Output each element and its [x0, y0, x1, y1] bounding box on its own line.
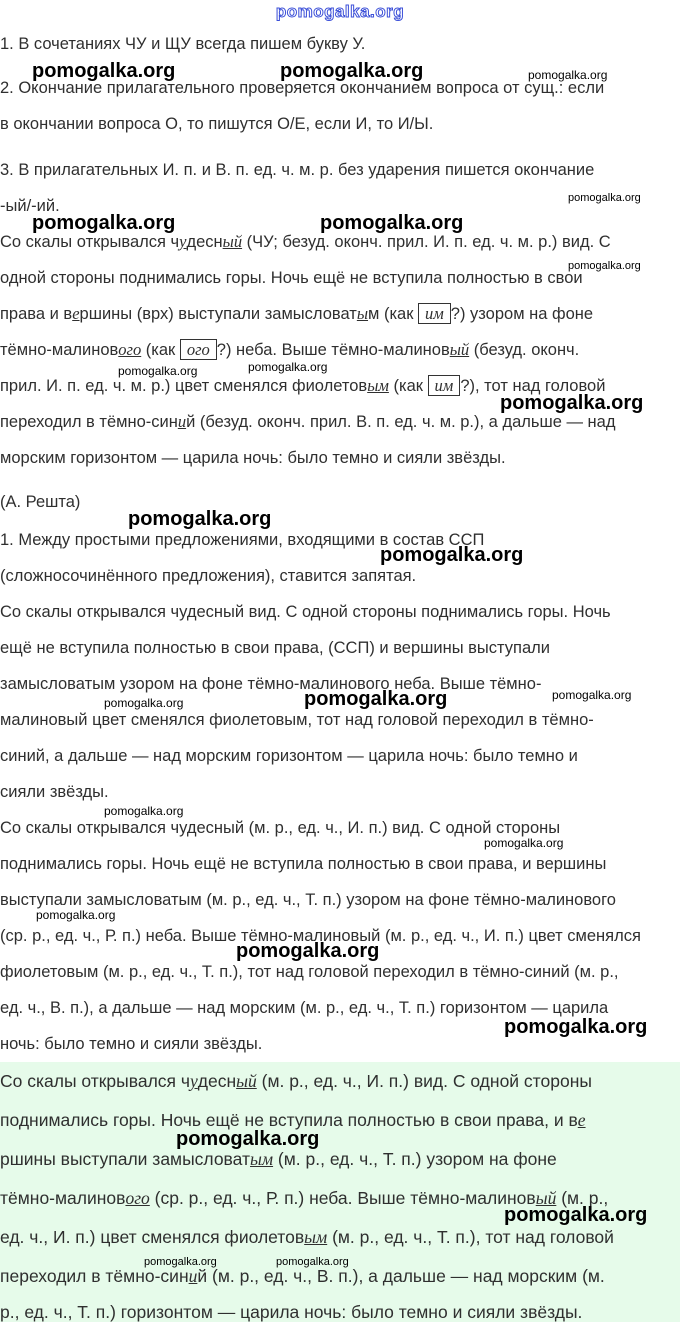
para3-line-3: выступали замысловатым (м. р., ед. ч., Т. п.) узором на фоне тёмно-малинового [0, 891, 616, 909]
para1-line-7: морским горизонтом — царила ночь: было темно и сияли звёзды. [0, 449, 506, 467]
para3-line-2: поднимались горы. Ночь ещё не вступила полностью в свои права, и вершины [0, 855, 607, 873]
para2-line-4: малиновый цвет сменялся фиолетовым, тот над головой переходил в тёмно- [0, 711, 594, 729]
para1-line-6: переходил в тёмно-синий (безуд. оконч. прил. В. п. ед. ч. м. р.), а дальше — над [0, 412, 616, 431]
watermark: pomogalka.org [118, 364, 198, 378]
watermark: pomogalka.org [248, 360, 328, 374]
site-header-logo[interactable]: pomogalka.org [275, 2, 405, 21]
para1-line-3: права и вершины (врх) выступали замысловатым (как им ?) узором на фоне [0, 304, 594, 323]
watermark: pomogalka.org [104, 696, 184, 710]
author: (А. Решта) [0, 493, 81, 511]
rule-3: 3. В прилагательных И. п. и В. п. ед. ч. м. р. без ударения пишется окончание [0, 161, 595, 179]
watermark: pomogalka.org [236, 940, 380, 962]
rule-2-cont: в окончании вопроса О, то пишутся О/Е, если И, то И/Ы. [0, 115, 434, 133]
watermark: pomogalka.org [528, 68, 608, 82]
watermark: pomogalka.org [304, 688, 448, 710]
rule-1: 1. В сочетаниях ЧУ и ЩУ всегда пишем букву У. [0, 35, 366, 53]
watermark: pomogalka.org [32, 60, 176, 82]
para4-line-6: переходил в тёмно-синий (м. р., ед. ч., В. п.), а дальше — над морским (м. [0, 1266, 605, 1286]
watermark: pomogalka.org [176, 1128, 320, 1150]
para3-line-4: (ср. р., ед. ч., Р. п.) неба. Выше тёмно-малиновый (м. р., ед. ч., И. п.) цвет сменялся [0, 927, 641, 945]
watermark: pomogalka.org [32, 212, 176, 234]
watermark: pomogalka.org [144, 1256, 217, 1268]
para4-line-4: тёмно-малинового (ср. р., ед. ч., Р. п.) неба. Выше тёмно-малиновый (м. р., [0, 1188, 609, 1208]
para4-line-1: Со скалы открывался чудесный (м. р., ед. ч., И. п.) вид. С одной стороны [0, 1071, 592, 1091]
para1-line-2: одной стороны поднимались горы. Ночь ещё не вступила полностью в свои [0, 269, 583, 287]
para4-line-2: поднимались горы. Ночь ещё не вступила полностью в свои права, и ве [0, 1110, 586, 1130]
watermark: pomogalka.org [320, 212, 464, 234]
rule2-line-2: (сложносочинённого предложения), ставится запятая. [0, 567, 417, 585]
watermark: pomogalka.org [128, 508, 272, 530]
rule-2: 2. Окончание прилагательного проверяется окончанием вопроса от сущ.: если [0, 79, 605, 97]
watermark: pomogalka.org [104, 804, 184, 818]
para4-line-3: ршины выступали замысловатым (м. р., ед. ч., Т. п.) узором на фоне [0, 1149, 557, 1169]
watermark: pomogalka.org [500, 392, 644, 414]
para3-line-6: ед. ч., В. п.), а дальше — над морским (м. р., ед. ч., Т. п.) горизонтом — царила [0, 999, 609, 1017]
watermark: pomogalka.org [504, 1016, 648, 1038]
watermark: pomogalka.org [36, 908, 116, 922]
para3-line-5: фиолетовым (м. р., ед. ч., Т. п.), тот над головой переходил в тёмно-синий (м. р., [0, 963, 619, 981]
para3-line-1: Со скалы открывался чудесный (м. р., ед. ч., И. п.) вид. С одной стороны [0, 819, 561, 837]
para2-line-3: замысловатым узором на фоне тёмно-малинового неба. Выше тёмно- [0, 675, 542, 693]
watermark: pomogalka.org [380, 544, 524, 566]
para2-line-5: синий, а дальше — над морским горизонтом — царила ночь: было темно и [0, 747, 578, 765]
para4-line-5: ед. ч., И. п.) цвет сменялся фиолетовым (м. р., ед. ч., Т. п.), тот над головой [0, 1227, 614, 1247]
watermark: pomogalka.org [276, 1256, 349, 1268]
watermark: pomogalka.org [552, 688, 632, 702]
rule-3-cont: -ый/-ий. [0, 197, 60, 215]
watermark: pomogalka.org [568, 192, 641, 204]
para2-line-6: сияли звёзды. [0, 783, 109, 801]
watermark: pomogalka.org [484, 836, 564, 850]
para4-line-7: р., ед. ч., Т. п.) горизонтом — царила ночь: было темно и сияли звёзды. [0, 1302, 583, 1322]
rule2-line-1: 1. Между простыми предложениями, входящими в состав ССП [0, 531, 485, 549]
para1-line-5: прил. И. п. ед. ч. м. р.) цвет сменялся фиолетовым (как им ?), тот над головой [0, 376, 606, 395]
para2-line-2: ещё не вступила полностью в свои права, (ССП) и вершины выступали [0, 639, 550, 657]
para1-line-1: Со скалы открывался чудесный (ЧУ; безуд. оконч. прил. И. п. ед. ч. м. р.) вид. С [0, 232, 611, 251]
watermark: pomogalka.org [280, 60, 424, 82]
para1-line-4: тёмно-малинового (как ого ?) неба. Выше тёмно-малиновый (безуд. оконч. [0, 340, 580, 359]
watermark: pomogalka.org [568, 260, 641, 272]
para3-line-7: ночь: было темно и сияли звёзды. [0, 1035, 263, 1053]
para2-line-1: Со скалы открывался чудесный вид. С одной стороны поднимались горы. Ночь [0, 603, 611, 621]
watermark: pomogalka.org [504, 1204, 648, 1226]
